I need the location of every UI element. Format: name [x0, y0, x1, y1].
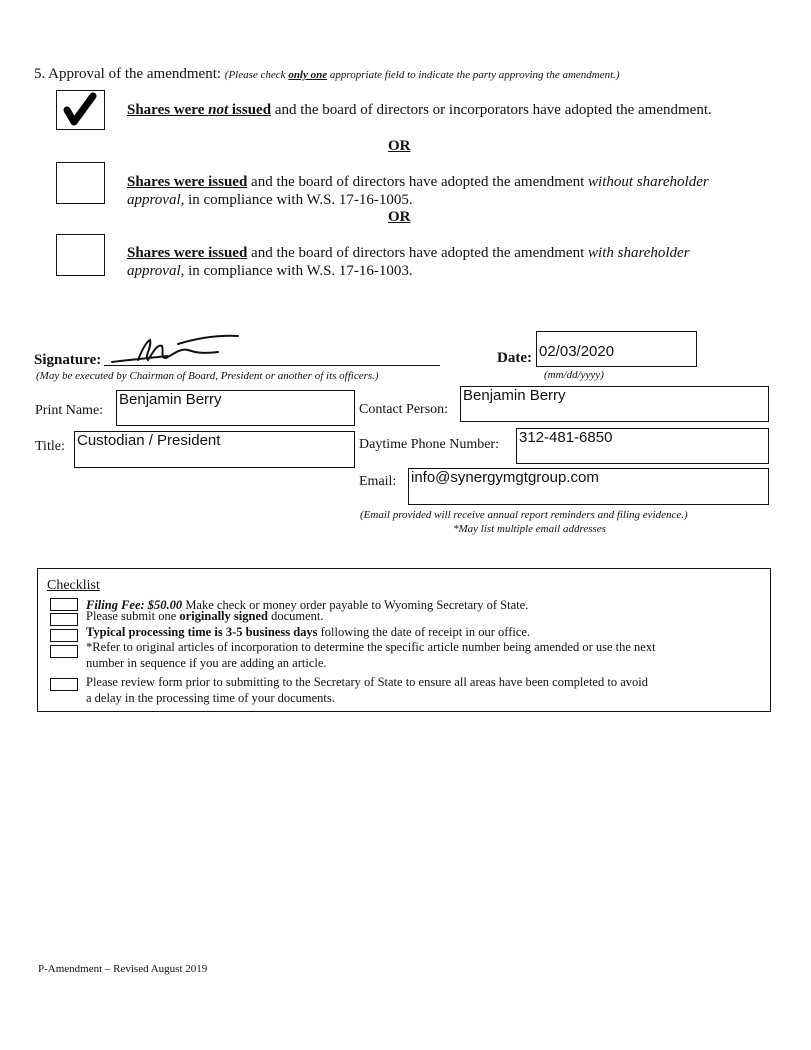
email-field[interactable]	[408, 468, 769, 505]
phone-value: 312-481-6850	[519, 429, 613, 446]
section-number-label: 5. Approval of the amendment:	[34, 66, 222, 82]
checkmark-icon	[57, 91, 103, 128]
date-label: Date:	[497, 350, 532, 366]
checklist-signed-checkbox[interactable]	[50, 613, 78, 626]
date-field[interactable]	[536, 331, 697, 367]
print-name-value: Benjamin Berry	[119, 391, 222, 408]
section-instructions: (Please check only one appropriate field to indicate the party approving the amendment.)	[224, 69, 620, 81]
checklist-title: Checklist	[47, 578, 100, 593]
checklist-review-checkbox[interactable]	[50, 678, 78, 691]
date-value: 02/03/2020	[539, 343, 615, 360]
option-without-approval-text: Shares were issued and the board of directors have adopted the amendment without shareholder approval, in compliance with W.S. 17-16-1005.	[127, 174, 709, 208]
phone-field[interactable]	[516, 428, 769, 464]
contact-person-label: Contact Person:	[359, 402, 449, 417]
signature-label: Signature:	[34, 352, 102, 368]
checklist-items	[86, 598, 656, 706]
option-with-approval-checkbox[interactable]	[56, 234, 105, 276]
signature-image	[108, 330, 248, 368]
or-separator-1: OR	[388, 138, 411, 154]
checklist-refer-line-2: number in sequence if you are adding an article.	[86, 656, 327, 670]
checklist-processing-checkbox[interactable]	[50, 629, 78, 642]
email-value: info@synergymgtgroup.com	[411, 469, 599, 486]
contact-person-value: Benjamin Berry	[463, 387, 566, 404]
contact-person-field[interactable]	[460, 386, 769, 422]
signature-note: (May be executed by Chairman of Board, President or another of its officers.)	[36, 370, 379, 382]
print-name-field[interactable]	[116, 390, 355, 426]
email-label: Email:	[359, 474, 397, 489]
checklist-review-line-2: a delay in the processing time of your documents.	[86, 691, 335, 705]
footer-revision: P-Amendment – Revised August 2019	[38, 963, 208, 975]
checklist-refer-line-1: *Refer to original articles of incorporation to determine the specific article number being amended or use the next	[86, 640, 656, 654]
option-without-approval-checkbox[interactable]	[56, 162, 105, 204]
phone-label: Daytime Phone Number:	[359, 437, 499, 452]
checklist-processing-item: Typical processing time is 3-5 business days following the date of receipt in our office.	[86, 625, 531, 639]
email-note: (Email provided will receive annual report reminders and filing evidence.)	[360, 509, 688, 521]
title-label: Title:	[35, 439, 65, 454]
checklist-refer-checkbox[interactable]	[50, 645, 78, 658]
title-field[interactable]	[74, 431, 355, 468]
print-name-label: Print Name:	[35, 403, 104, 418]
or-separator-2: OR	[388, 209, 411, 225]
checklist-signed-item: Please submit one originally signed document.	[86, 609, 324, 623]
checklist-fee-item: Filing Fee: $50.00 Make check or money order payable to Wyoming Secretary of State.	[86, 598, 529, 612]
date-format-hint: (mm/dd/yyyy)	[544, 369, 604, 381]
checklist-review-line-1: Please review form prior to submitting to the Secretary of State to ensure all areas have been completed to avoid	[86, 675, 648, 689]
title-value: Custodian / President	[77, 432, 221, 449]
email-multiple-note: *May list multiple email addresses	[453, 523, 606, 535]
option-not-issued-checkbox[interactable]	[56, 90, 105, 130]
section-heading	[34, 66, 620, 83]
option-not-issued-text: Shares were not issued and the board of directors or incorporators have adopted the amendment.	[127, 102, 712, 118]
option-with-approval-text: Shares were issued and the board of directors have adopted the amendment with shareholder approval, in compliance with W.S. 17-16-1003.	[127, 245, 690, 279]
checklist-fee-checkbox[interactable]	[50, 598, 78, 611]
